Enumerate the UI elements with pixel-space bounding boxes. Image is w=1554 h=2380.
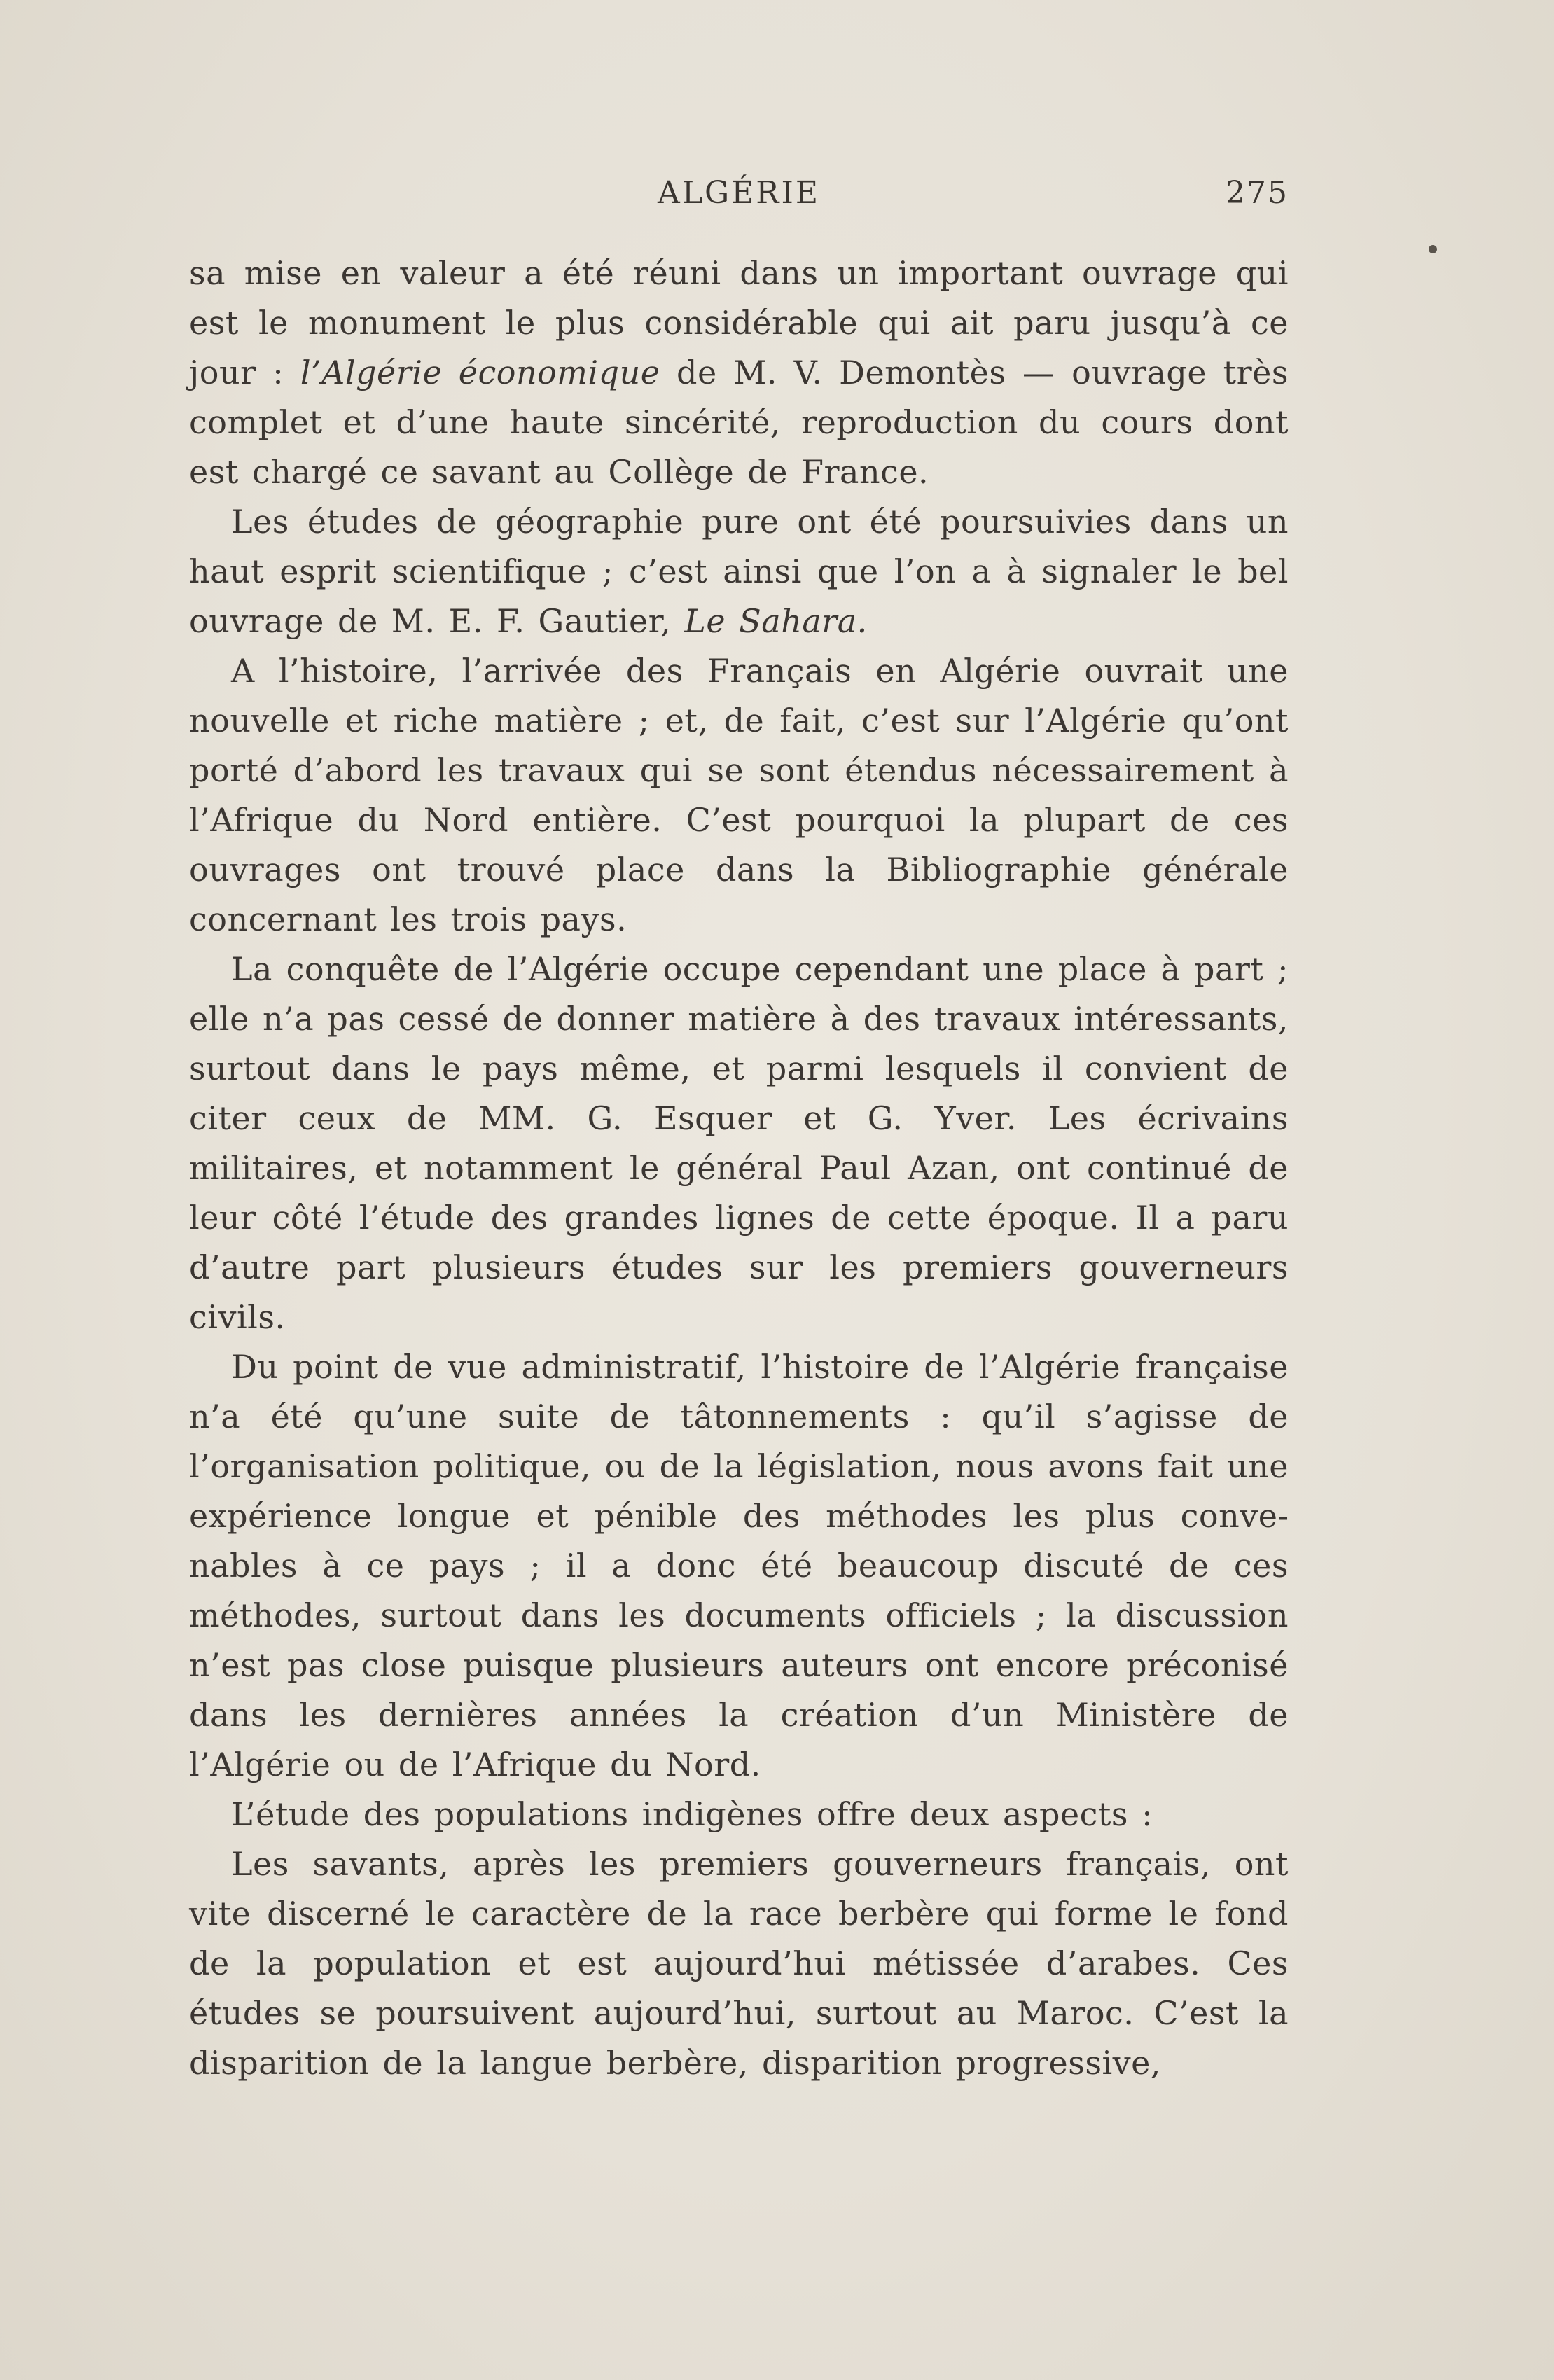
text-run: Les études de géographie pure ont été poursuivies dans un haut esprit scientifique ; c’est ainsi que l’on a à signaler le bel ouvrage de M. E. F. Gautier, (189, 503, 1289, 640)
italic-title: Le Sahara. (684, 602, 868, 640)
running-title: ALGÉRIE (658, 175, 820, 211)
page-number: 275 (1226, 175, 1289, 211)
text-run: L’étude des populations indigènes offre deux aspects : (231, 1795, 1153, 1833)
paragraph (189, 1790, 1289, 1839)
paragraph (189, 497, 1289, 646)
text-run: La conquête de l’Algérie occupe cependant une place à part ; elle n’a pas cessé de donner matière à des travaux intéressants, surtout dans le pays même, et parmi lesquels il convient de citer ceux de MM. G. Esquer et G. Yver. Les écrivains militaires, et notamment le général Paul Azan, ont continué de leur côté l’étude des grandes lignes de cette époque. Il a paru d’autre part plusieurs études sur les premiers gouverneurs civils. (189, 950, 1289, 1336)
paragraph (189, 1342, 1289, 1790)
paragraph (189, 646, 1289, 945)
text-run: A l’histoire, l’arrivée des Français en Algérie ouvrait une nouvelle et riche matière ; et, de fait, c’est sur l’Algérie qu’ont porté d’abord les travaux qui se sont étendus nécessairement à l’Afrique du Nord entière. C’est pourquoi la plupart de ces ouvrages ont trouvé place dans la Bibliographie générale concernant les trois pays. (189, 652, 1289, 938)
ink-speck (1429, 245, 1437, 253)
paragraph (189, 1839, 1289, 2088)
paragraph (189, 249, 1289, 497)
text-run: sa mise en valeur a été réuni dans un important ouvrage qui est le monument le plus considérable qui ait paru jusqu’à ce jour : (189, 254, 1289, 391)
text-run: de M. V. Demontès — ouvrage très complet et d’une haute sincérité, reproduction du cours dont est chargé ce savant au Collège de France. (189, 354, 1289, 491)
italic-title: l’Algérie économique (300, 354, 660, 391)
body-text (189, 249, 1289, 2088)
text-run: Les savants, après les premiers gouverneurs français, ont vite discerné le caractère de la race berbère qui forme le fond de la population et est aujourd’hui métissée d’arabes. Ces études se poursuivent aujourd’hui, surtout au Maroc. C’est la disparition de la langue berbère, disparition progressive, (189, 1845, 1289, 2082)
running-head (189, 175, 1289, 224)
text-run: Du point de vue administratif, l’histoire de l’Algérie française n’a été qu’une suite de tâtonnements : qu’il s’agisse de l’organisation politique, ou de la législation, nous avons fait une expérience longue et pénible des méthodes les plus convenables à ce pays ; il a donc été beaucoup discuté de ces méthodes, surtout dans les documents officiels ; la discussion n’est pas close puisque plusieurs auteurs ont encore préconisé dans les dernières années la création d’un Ministère de l’Algérie ou de l’Afrique du Nord. (189, 1348, 1289, 1783)
paragraph (189, 945, 1289, 1342)
